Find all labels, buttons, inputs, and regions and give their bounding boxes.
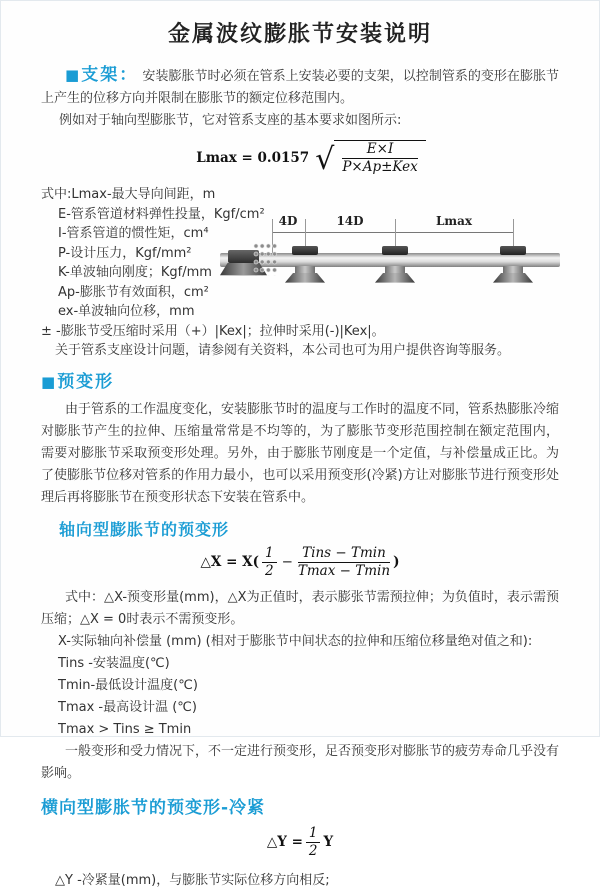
minus-operator: − — [281, 554, 293, 570]
fraction-numerator: Tins − Tmin — [298, 546, 390, 563]
support-example-line: 例如对于轴向型膨胀节，它对管系支座的基本要求如图所示: — [59, 113, 402, 128]
support-neck — [295, 266, 315, 274]
temperature-fraction — [298, 546, 390, 579]
axial-subsection-heading: 轴向型膨胀节的预变形 — [59, 519, 230, 539]
one-half-fraction — [262, 546, 277, 579]
definition-item: Tmax -最高设计温 (℃) — [58, 699, 197, 715]
predeform-body-paragraph: 由于管系的工作温度变化，安装膨胀节时的温度与工作时的温度不同，管系热膨胀冷缩对膨胀节产生的拉伸、压缩量常常是不均等的，为了膨胀节变形范围控制在额定范围内，需要对膨胀节采取预变形处理。另外，由于膨胀节刚度是一个定值，与补偿量成正比。为了使膨胀节位移对管系的作用力最小，也可以采用预变形(冷紧)方让对膨胀节进行预变形处理后再将膨胀节在预变形状态下安装在管系中。 — [41, 401, 560, 505]
axial-closing-line: 一般变形和受力情况下，不一定进行预变形，足否预变形对膨胀节的疲劳寿命几乎没有影响。 — [41, 743, 560, 781]
dimension-label-4d: 4D — [278, 214, 298, 228]
dimension-label-14d: 14D — [336, 214, 364, 228]
definition-item: X-实际轴向补偿量 (mm) (相对于膨胀节中间状态的拉伸和压缩位移量绝对值之和): — [58, 633, 533, 649]
support-base — [493, 273, 533, 285]
support-cap — [292, 246, 318, 255]
fraction-numerator: E×I — [342, 142, 417, 159]
definition-item: Ap-膨胀节有效面积，cm² — [58, 284, 209, 300]
formula-radicand — [334, 140, 425, 175]
definition-item: 式中:Lmax-最大导向间距，m — [41, 187, 216, 202]
support-cap — [500, 246, 526, 255]
axial-definitions-list — [41, 631, 559, 741]
lateral-coldtight-formula — [41, 826, 559, 859]
fraction-denominator: 2 — [308, 842, 318, 859]
fraction-numerator: 1 — [306, 826, 321, 843]
support-section-heading: 支架： — [81, 65, 139, 85]
pipe-support-diagram — [220, 213, 565, 293]
lateral-note-line: △Y -冷紧量(mm)，与膨胀节实际位移方向相反; — [55, 872, 330, 888]
definition-item: Tmin-最低设计温度(℃) — [58, 677, 198, 693]
definition-item: Tmax > Tins ≥ Tmin — [58, 721, 192, 737]
support-cap — [382, 246, 408, 255]
definition-item: Tins -安装温度(℃) — [58, 655, 170, 671]
definition-item: ± -膨胀节受压缩时采用（+）|Kex|；拉伸时采用(-)|Kex|。 — [41, 323, 385, 339]
definition-item: P-设计压力，Kgf/mm² — [58, 245, 192, 261]
predeform-section-heading: 预变形 — [57, 371, 115, 392]
sqrt-radical-icon: √ — [315, 141, 335, 177]
guide-support — [373, 246, 417, 285]
axial-note-paragraph: 式中：△X-预变形量(mm)，△X为正值时，表示膨张节需预拉伸；为负值时，表示需预压缩；△X = 0时表示不需预变形。 — [41, 589, 559, 627]
definition-item: 关于管系支座设计问题，请参阅有关资料，本公司也可为用户提供咨询等服务。 — [55, 343, 511, 358]
definition-item: I-管系管道的惯性矩，cm⁴ — [58, 226, 209, 241]
formula-rhs: Y — [323, 834, 334, 850]
lateral-subsection-heading: 横向型膨胀节的预变形-冷紧 — [41, 797, 266, 818]
support-intro-paragraph — [41, 64, 559, 110]
fraction-numerator: 1 — [262, 546, 277, 563]
support-neck — [385, 266, 405, 274]
definition-item: ex-单波轴向位移，mm — [58, 304, 195, 319]
guide-support — [491, 246, 535, 285]
definition-item: K-单波轴向刚度；Kgf/mm — [58, 265, 212, 280]
formula-fraction — [342, 142, 417, 175]
support-intro-text: 安装膨胀节时必须在管系上安装必要的支架，以控制管系的变形在膨胀节上产生的位移方向并限制在膨胀节的额定位移范围内。 — [41, 69, 559, 106]
right-paren: ) — [393, 554, 400, 570]
bellows-expansion-joint — [253, 243, 278, 276]
support-base — [285, 273, 325, 285]
fraction-denominator: 2 — [264, 562, 274, 579]
definition-item: E-管系管道材料弹性投量，Kgf/cm² — [58, 206, 265, 222]
dimension-line — [272, 232, 513, 233]
formula-lhs: △Y = — [266, 834, 303, 850]
guide-spacing-formula — [63, 140, 559, 175]
page-title: 金属波纹膨胀节安装说明 — [167, 22, 432, 47]
predeform-section-heading-row — [41, 371, 559, 395]
fraction-denominator: P×Ap±Kex — [342, 159, 418, 175]
support-neck — [503, 266, 523, 274]
formula-lhs: △X = X( — [200, 554, 259, 570]
one-half-fraction — [306, 826, 321, 859]
definitions-and-diagram — [41, 185, 559, 361]
dimension-label-lmax: Lmax — [435, 214, 473, 228]
section-square-icon: ■ — [41, 372, 56, 391]
section-square-icon: ■ — [65, 66, 80, 84]
axial-predeform-formula — [41, 546, 559, 579]
support-base — [375, 273, 415, 285]
formula-lhs: Lmax = 0.0157 — [196, 149, 310, 166]
fraction-denominator: Tmax − Tmin — [297, 562, 391, 579]
guide-support — [283, 246, 327, 285]
